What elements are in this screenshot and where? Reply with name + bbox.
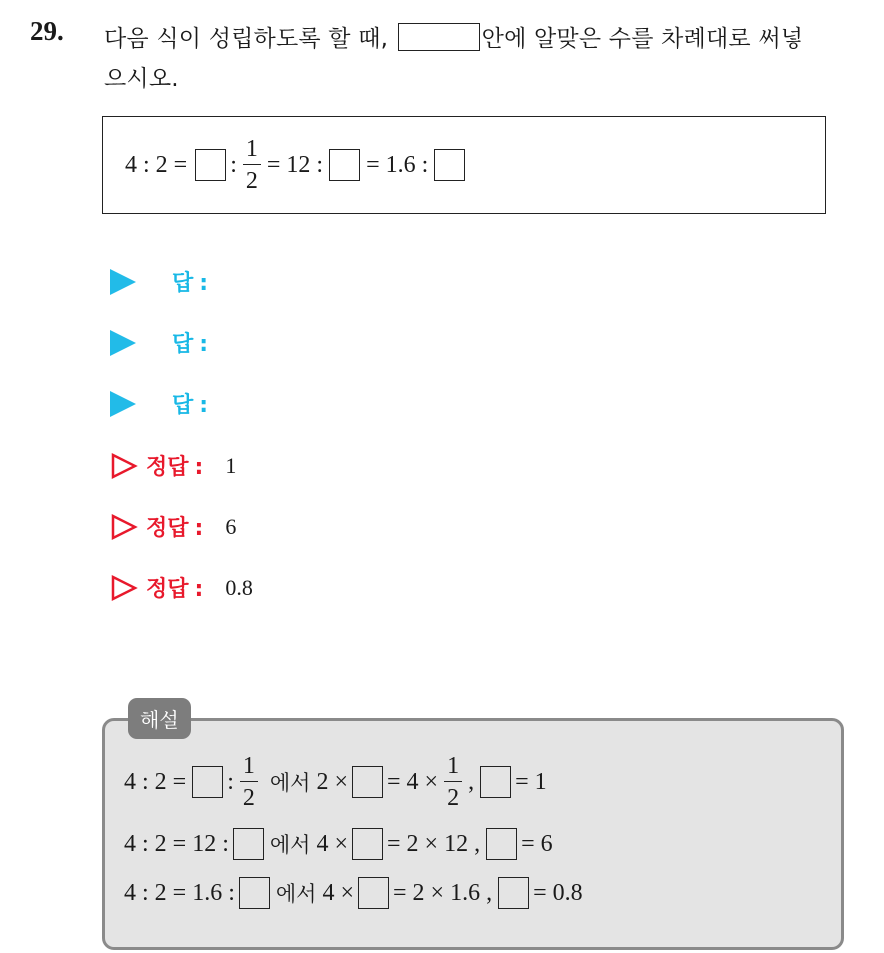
question-text-before-blank: 다음 식이 성립하도록 할 때, (104, 26, 389, 52)
solution-result: = 1 (515, 768, 547, 795)
equation-colon: : (230, 151, 237, 178)
correct-answer-value: 0.8 (225, 574, 253, 600)
equation (125, 137, 465, 193)
correct-answer-row-3 (110, 572, 253, 603)
solution-comma: , (468, 768, 475, 795)
solution-blank (192, 766, 223, 798)
solution-expr: = 4 × (387, 768, 439, 795)
correct-answer-row-1 (110, 450, 236, 481)
question-blank-box (398, 23, 480, 51)
solution-line3-lhs: 4 : 2 = 1.6 : (124, 879, 235, 906)
solution-blank (480, 766, 511, 798)
equation-fraction (243, 137, 261, 193)
solution-fraction (240, 754, 258, 810)
solution-word: 에서 (275, 882, 317, 906)
fraction-numerator: 1 (240, 754, 258, 782)
equation-blank-3[interactable] (434, 149, 465, 181)
equation-box (102, 116, 826, 214)
solution-word: 에서 (269, 771, 311, 795)
answer-row-2[interactable] (110, 327, 208, 358)
correct-answer-value: 1 (225, 452, 237, 478)
solution-blank (358, 877, 389, 909)
correct-answer-value: 6 (225, 513, 237, 539)
solution-colon: : (227, 768, 234, 795)
solution-result: = 0.8 (533, 879, 583, 906)
answer-label: 답 : (172, 332, 209, 357)
answer-label: 답 : (172, 271, 209, 296)
solution-blank (498, 877, 529, 909)
correct-answer-label: 정답 : (146, 577, 204, 602)
solution-blank (233, 828, 264, 860)
question-number: 29. (30, 16, 64, 46)
question-text-line1 (104, 20, 803, 53)
equation-blank-1[interactable] (195, 149, 226, 181)
solution-expr: 4 × (316, 830, 348, 857)
solution-expr: 2 × (316, 768, 348, 795)
outline-triangle-icon (110, 513, 138, 541)
correct-answer-row-2 (110, 511, 236, 542)
solution-expr: 4 × (322, 879, 354, 906)
solution-line-3 (124, 877, 583, 909)
play-triangle-icon (110, 330, 136, 356)
solution-fraction (444, 754, 462, 810)
outline-triangle-icon (110, 574, 138, 602)
correct-answer-label: 정답 : (146, 455, 204, 480)
solution-blank (239, 877, 270, 909)
answer-row-1[interactable] (110, 266, 208, 297)
question-text-line2: 으시오. (104, 66, 179, 92)
correct-answer-label: 정답 : (146, 516, 204, 541)
solution-line-1 (124, 754, 547, 810)
play-triangle-icon (110, 269, 136, 295)
play-triangle-icon (110, 391, 136, 417)
fraction-numerator: 1 (444, 754, 462, 782)
solution-result: = 6 (521, 830, 553, 857)
solution-line-2 (124, 828, 553, 860)
equation-lhs: 4 : 2 = (125, 151, 188, 178)
solution-expr: = 2 × 12 , (387, 830, 481, 857)
fraction-denominator: 2 (447, 785, 460, 811)
solution-blank (352, 766, 383, 798)
solution-line2-lhs: 4 : 2 = 12 : (124, 830, 229, 857)
answer-label: 답 : (172, 393, 209, 418)
equation-part2: = 12 : (266, 151, 324, 178)
answer-row-3[interactable] (110, 388, 208, 419)
solution-blank (486, 828, 517, 860)
equation-part3: = 1.6 : (366, 151, 429, 178)
outline-triangle-icon (110, 452, 138, 480)
solution-blank (352, 828, 383, 860)
fraction-denominator: 2 (245, 168, 258, 194)
solution-word: 에서 (269, 833, 311, 857)
fraction-numerator: 1 (243, 137, 261, 165)
question-text-after-blank: 안에 알맞은 수를 차례대로 써넣 (481, 26, 804, 52)
solution-expr: = 2 × 1.6 , (393, 879, 493, 906)
fraction-denominator: 2 (242, 785, 255, 811)
equation-blank-2[interactable] (329, 149, 360, 181)
solution-line1-lhs: 4 : 2 = (124, 768, 187, 795)
solution-tag: 해설 (128, 698, 191, 739)
